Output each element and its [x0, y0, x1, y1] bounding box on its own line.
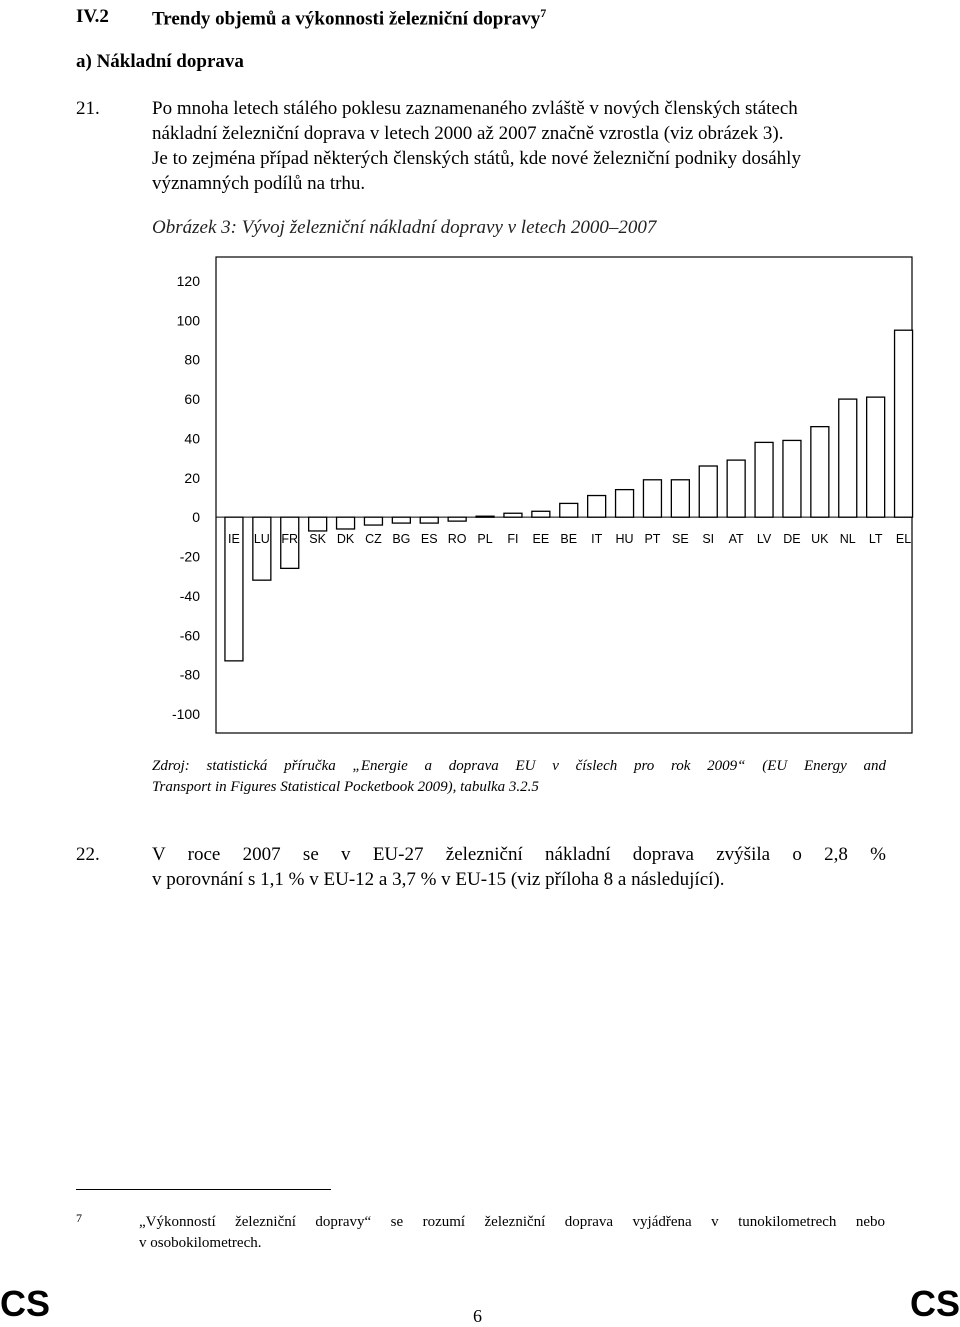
y-tick-label: -20 [179, 548, 200, 565]
y-tick-label: 120 [176, 273, 200, 289]
source-line: Zdroj: statistická příručka „Energie a doprava EU v číslech pro rok 2009“ (EU Energy and [152, 758, 886, 774]
bar-bg [392, 517, 410, 523]
bar-se [671, 480, 689, 517]
category-label: AT [728, 532, 744, 547]
bar-fi [504, 513, 522, 517]
figure-source [152, 756, 886, 798]
paragraph-line: V roce 2007 se v EU-27 železniční nákladní doprava zvýšila o 2,8 % [152, 844, 886, 865]
y-tick-label: 0 [192, 509, 200, 526]
bar-ro [448, 517, 466, 521]
section-number: IV.2 [76, 6, 109, 27]
category-label: IE [228, 532, 240, 547]
category-label: RO [447, 532, 467, 547]
bar-pl [476, 516, 494, 517]
category-label: FR [281, 532, 299, 547]
bar-lv [755, 442, 773, 517]
category-label: DK [336, 532, 355, 547]
bar-es [420, 517, 438, 523]
category-label: UK [811, 532, 829, 547]
paragraph-line: nákladní železniční doprava v letech 2000 až 2007 značně vzrostla (viz obrázek 3). [152, 123, 784, 144]
bar-si [699, 466, 717, 517]
bar-lt [867, 397, 885, 517]
footnote-line: v osobokilometrech. [139, 1235, 262, 1251]
category-label: NL [839, 532, 856, 547]
category-label: SE [672, 532, 689, 547]
y-tick-label: -60 [179, 627, 200, 644]
source-line: Transport in Figures Statistical Pocketbook 2009), tabulka 3.2.5 [152, 779, 539, 795]
paragraph-line: Je to zejména případ některých členských států, kde nové železniční podniky dosáhly [152, 148, 801, 169]
language-label-left: CS [0, 1283, 51, 1324]
figure-caption: Obrázek 3: Vývoj železniční nákladní dopravy v letech 2000–2007 [152, 217, 657, 238]
footnote-line: „Výkonností železniční dopravy“ se rozumí železniční doprava vyjádřena v tunokilometrech nebo [139, 1214, 885, 1230]
footnote-reference: 7 [540, 6, 547, 20]
category-label: EL [895, 532, 912, 547]
section-title [152, 6, 546, 30]
category-label: PT [644, 532, 661, 547]
y-tick-label: -40 [179, 587, 200, 604]
category-label: BG [392, 532, 411, 547]
bar-el [895, 330, 913, 517]
category-label: BE [560, 532, 578, 547]
footnote-text [139, 1212, 885, 1254]
bar-at [727, 460, 745, 517]
paragraph-22 [152, 842, 886, 892]
category-label: IT [591, 532, 603, 547]
plot-frame [216, 257, 912, 733]
bar-nl [839, 399, 857, 517]
bar-de [783, 440, 801, 517]
paragraph-line: významných podílů na trhu. [152, 173, 366, 194]
bar-hu [616, 490, 634, 518]
paragraph-line: v porovnání s 1,1 % v EU-12 a 3,7 % v EU-15 (viz příloha 8 a následující). [152, 869, 725, 890]
category-label: SI [702, 532, 715, 547]
paragraph-21-number: 21. [76, 98, 100, 119]
category-label: FI [507, 532, 519, 547]
category-label: DE [783, 532, 801, 547]
y-tick-label: 60 [184, 391, 200, 408]
category-label: ES [420, 532, 438, 547]
bar-ee [532, 511, 550, 517]
paragraph-22-number: 22. [76, 844, 100, 865]
category-label: LU [253, 532, 270, 547]
bar-it [588, 496, 606, 518]
y-tick-label: -80 [179, 666, 200, 683]
footnote-number: 7 [76, 1211, 82, 1225]
paragraph-line: Po mnoha letech stálého poklesu zaznamenaného zvláště v nových členských státech [152, 98, 798, 119]
y-tick-label: -100 [171, 706, 200, 722]
page-number: 6 [473, 1306, 482, 1326]
footnote-divider [76, 1189, 331, 1190]
bar-dk [337, 517, 355, 529]
bar-be [560, 503, 578, 517]
category-label: HU [615, 532, 634, 547]
bar-sk [309, 517, 327, 531]
bar-chart [150, 255, 920, 735]
language-label-right: CS [909, 1283, 960, 1324]
paragraph-21 [152, 96, 892, 196]
bar-pt [643, 480, 661, 517]
bar-cz [364, 517, 382, 525]
category-label: EE [532, 532, 550, 547]
category-label: SK [309, 532, 326, 547]
bar-uk [811, 427, 829, 518]
category-label: LT [868, 532, 883, 547]
y-tick-label: 100 [176, 312, 200, 329]
y-tick-label: 20 [184, 469, 200, 486]
category-label: PL [477, 532, 493, 547]
section-title-text: Trendy objemů a výkonnosti železniční dopravy [152, 8, 541, 30]
category-label: LV [756, 532, 772, 547]
y-tick-label: 40 [184, 430, 200, 447]
subsection-title: a) Nákladní doprava [76, 51, 244, 72]
bar-lu [253, 517, 271, 580]
y-tick-label: 80 [184, 351, 200, 368]
category-label: CZ [365, 532, 382, 547]
